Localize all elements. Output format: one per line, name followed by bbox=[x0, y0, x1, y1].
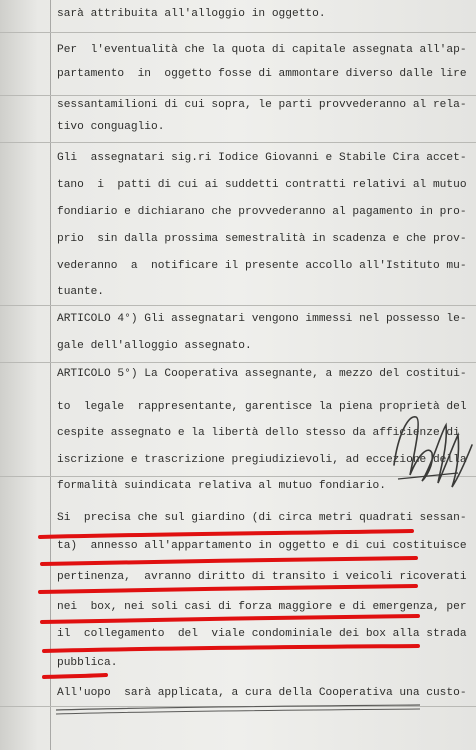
text-line: ta) annesso all'appartamento in oggetto e di cui costituisce bbox=[57, 540, 467, 552]
text-line: pertinenza, avranno diritto di transito i veicoli ricoverati bbox=[57, 571, 467, 583]
red-underline bbox=[40, 586, 416, 592]
red-underline bbox=[42, 616, 418, 622]
text-line: iscrizione e trascrizione pregiudizievoli, ad eccezione della bbox=[57, 454, 467, 466]
red-underline bbox=[40, 531, 412, 537]
text-line: fondiario e dichiarano che provvederanno al pagamento in pro- bbox=[57, 206, 467, 218]
text-line: tivo conguaglio. bbox=[57, 121, 165, 133]
text-line: prio sin dalla prossima semestralità in scadenza e che prov- bbox=[57, 233, 467, 245]
text-line: pubblica. bbox=[57, 657, 118, 669]
text-line: ARTICOLO 4°) Gli assegnatari vengono immessi nel possesso le- bbox=[57, 313, 467, 325]
red-underline bbox=[44, 675, 106, 677]
text-line: sarà attribuita all'alloggio in oggetto. bbox=[57, 8, 326, 20]
text-line: formalità suindicata relativa al mutuo fondiario. bbox=[57, 480, 386, 492]
text-line: partamento in oggetto fosse di ammontare diverso dalle lire bbox=[57, 68, 467, 80]
text-line: nei box, nei soli casi di forza maggiore e di emergenza, per bbox=[57, 601, 467, 613]
text-line: tuante. bbox=[57, 286, 104, 298]
text-line: vederanno a notificare il presente accollo all'Istituto mu- bbox=[57, 260, 467, 272]
red-underline bbox=[42, 558, 416, 564]
text-line: ARTICOLO 5°) La Cooperativa assegnante, a mezzo del costitui- bbox=[57, 368, 467, 380]
text-line: tano i patti di cui ai suddetti contratti relativi al mutuo bbox=[57, 179, 467, 191]
text-line: Si precisa che sul giardino (di circa metri quadrati sessan- bbox=[57, 512, 467, 524]
text-line: sessantamilioni di cui sopra, le parti provvederanno al rela- bbox=[57, 99, 467, 111]
text-line: Per l'eventualità che la quota di capitale assegnata all'ap- bbox=[57, 44, 467, 56]
pencil-underline bbox=[56, 709, 420, 714]
text-line: All'uopo sarà applicata, a cura della Cooperativa una custo- bbox=[57, 687, 467, 699]
text-line: to legale rappresentante, garentisce la piena proprietà del bbox=[57, 401, 467, 413]
text-line: gale dell'alloggio assegnato. bbox=[57, 340, 252, 352]
text-line: cespite assegnato e la libertà dello stesso da afficienze di bbox=[57, 427, 460, 439]
text-line: Gli assegnatari sig.ri Iodice Giovanni e Stabile Cira accet- bbox=[57, 152, 467, 164]
red-underline bbox=[44, 646, 418, 651]
text-line: il collegamento del viale condominiale dei box alla strada bbox=[57, 628, 467, 640]
signature bbox=[388, 395, 476, 505]
